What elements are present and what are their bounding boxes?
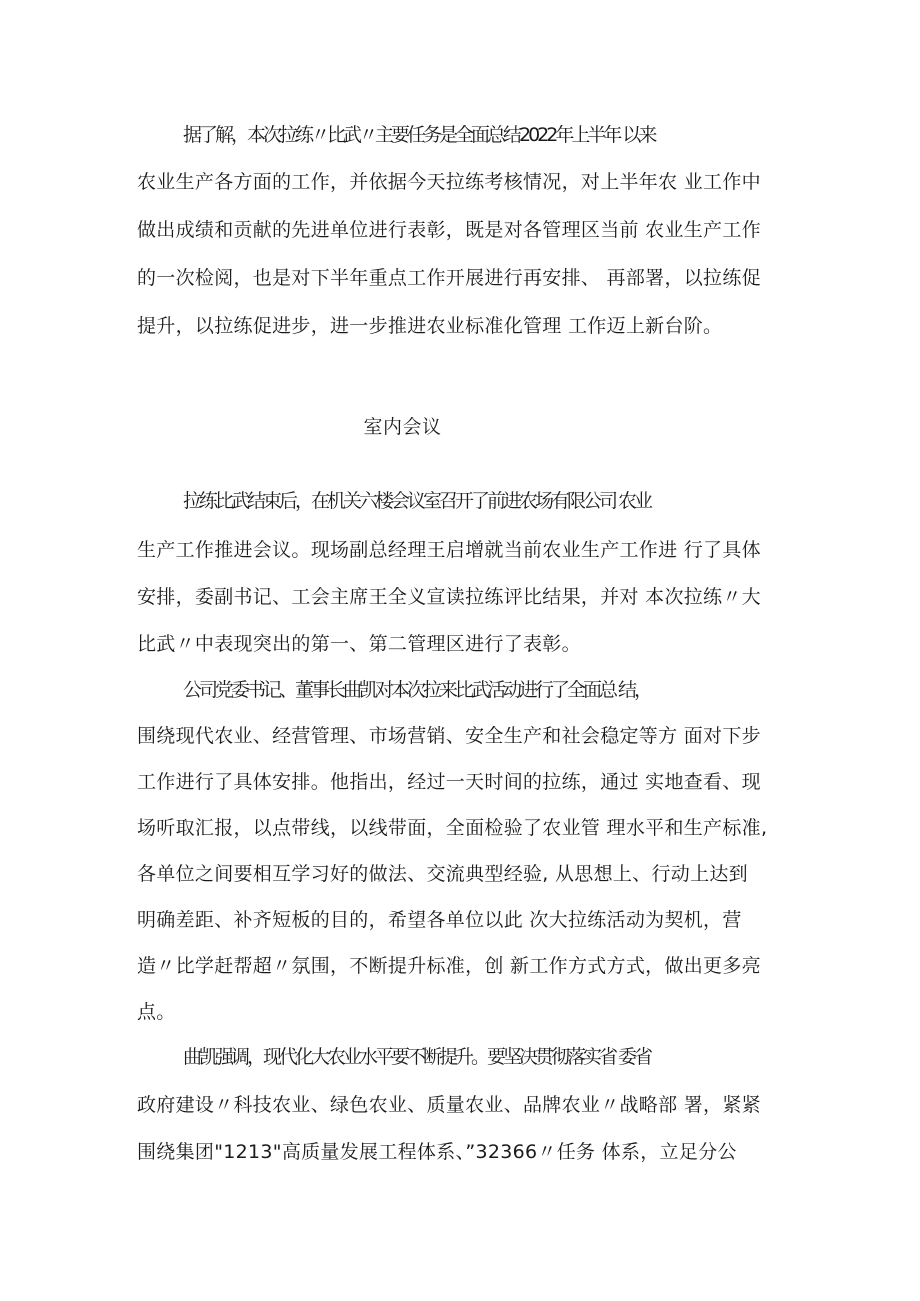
paragraph-1-line-5: 提升，以拉练促进步，进一步推进农业标准化管理 工作迈上新台阶。 [137, 315, 723, 337]
paragraph-1-line-4: 的一次检阅，也是对下半年重点工作开展进行再安排、 再部署，以拉练促 [137, 267, 761, 289]
paragraph-1-line-1: 据了解，本次拉练〃比武〃主要任务是全面总结2022年上半年 以来 [183, 124, 655, 146]
paragraph-2-line-2: 生产工作推进会议。现场副总经理王启增就当前农业生产工作进 行了具体 [137, 539, 761, 561]
paragraph-3-line-5: 各单位之间要相互学习好的做法、交流典型经验, 从思想上、行动上达到 [137, 863, 748, 885]
paragraph-3-line-4: 场听取汇报，以点带线，以线带面，全面检验了农业管 理水平和生产标准, [137, 817, 768, 839]
paragraph-2-line-1: 拉练比武结束后，在机关六楼会议室召开了前进农场有限公司 农业 [183, 490, 651, 512]
paragraph-1-line-2: 农业生产各方面的工作，并依据今天拉练考核情况，对上半年农 业工作中 [137, 171, 761, 193]
section-heading: 室内会议 [363, 416, 442, 438]
paragraph-3-line-7: 造〃比学赶帮超〃氛围，不断提升标准，创 新工作方式方式，做出更多亮 [137, 955, 761, 977]
paragraph-2-line-3: 安排，委副书记、工会主席王全义宣读拉练评比结果，并对 本次拉练〃大 [137, 586, 761, 608]
paragraph-4-line-3: 围绕集团"1213"高质量发展工程体系、”32366〃任务 体系，立足分公 [137, 1141, 737, 1163]
paragraph-3-line-6: 明确差距、补齐短板的目的，希望各单位以此 次大拉练活动为契机，营 [137, 909, 742, 931]
paragraph-2-line-4: 比武〃中表现突出的第一、第二管理区进行了表彰。 [137, 633, 581, 655]
paragraph-4-line-2: 政府建设〃科技农业、绿色农业、质量农业、品牌农业〃战略部 署，紧紧 [137, 1094, 761, 1116]
paragraph-3-line-1: 公司党委书记、董事长曲凯对本次拉来比武活动进行了全面总 结， [183, 679, 651, 701]
paragraph-4-line-1: 曲凯强调，现代化大农业水平要不断提升。要坚决贯彻落实省 委省 [183, 1046, 651, 1068]
paragraph-1-line-3: 做出成绩和贡献的先进单位进行表彰，既是对各管理区当前 农业生产工作 [137, 219, 761, 241]
paragraph-3-line-8: 点。 [137, 1001, 176, 1023]
paragraph-3-line-2: 围绕现代农业、经营管理、市场营销、安全生产和社会稳定等方 面对下步 [137, 725, 761, 747]
paragraph-3-line-3: 工作进行了具体安排。他指出，经过一天时间的拉练，通过 实地查看、现 [137, 771, 761, 793]
